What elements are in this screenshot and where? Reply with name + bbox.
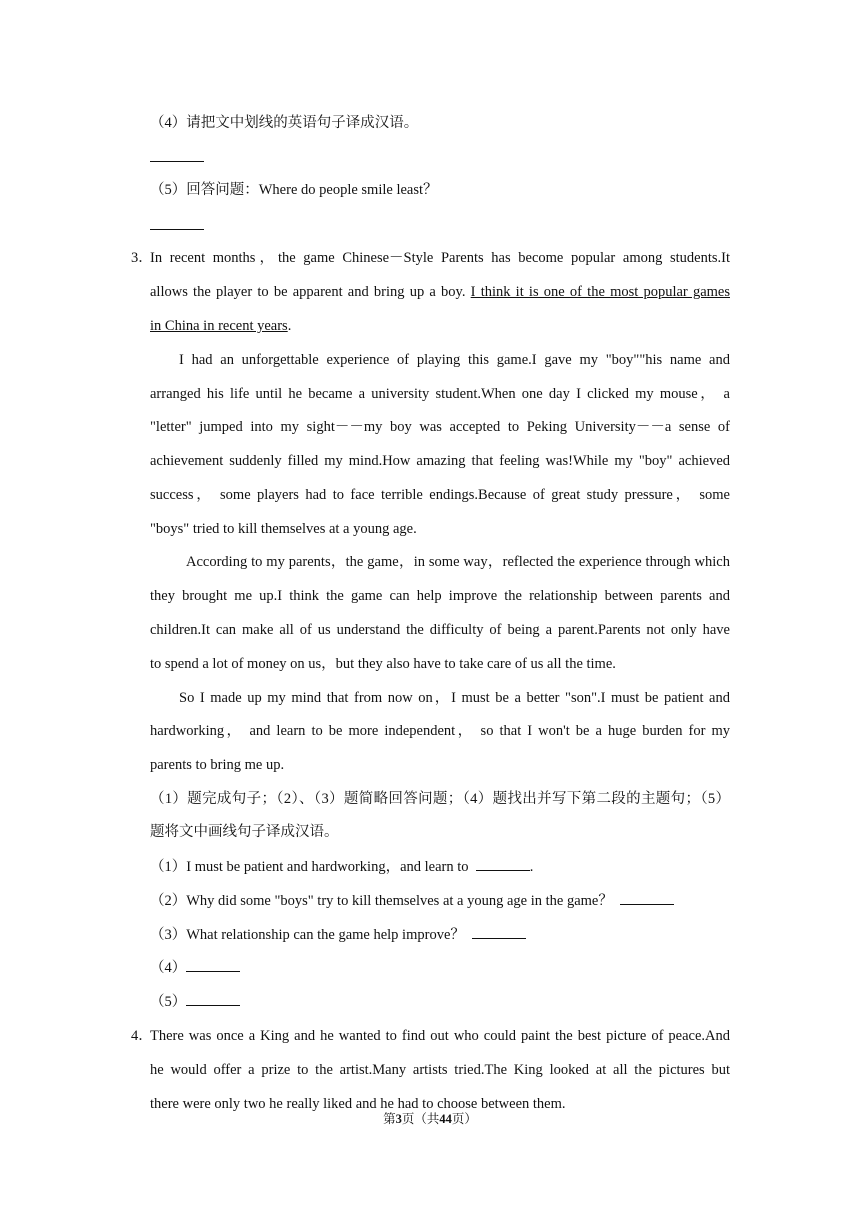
q3-subquestion-5 xyxy=(150,992,730,1012)
q2-answer-blank-5 xyxy=(150,216,730,236)
q3-subquestion-1 xyxy=(150,857,730,877)
q3-p1-line3 xyxy=(150,316,730,336)
answer-blank xyxy=(186,993,240,1006)
footer-text: 页（共 xyxy=(401,1112,440,1126)
q3-p4-line1: So I made up my mind that from now on，I must be a better "son".I must be patient and xyxy=(179,690,730,706)
footer-text: 第 xyxy=(383,1112,396,1126)
total-pages: 44 xyxy=(439,1112,452,1126)
answer-blank xyxy=(620,892,674,905)
answer-blank xyxy=(472,926,526,939)
answer-blank xyxy=(150,217,204,230)
subquestion-4-label: （4） xyxy=(150,960,187,976)
q2-subquestion-4: （4）请把文中划线的英语句子译成汉语。 xyxy=(150,115,419,131)
q3-subquestion-4 xyxy=(150,958,730,978)
q3-p3-line2: they brought me up.I think the game can help improve the relationship between parents and xyxy=(150,588,730,604)
q3-p2-line1: I had an unforgettable experience of playing this game.I gave my "boy""his name and xyxy=(179,352,730,368)
answer-blank xyxy=(476,858,530,871)
q3-p2-line5: success， some players had to face terrible endings.Because of great study pressure， some xyxy=(150,487,730,503)
q3-instructions-line1: （1）题完成句子；（2）、（3）题简略回答问题；（4）题找出并写下第二段的主题句；（5） xyxy=(150,791,730,807)
q4-line1: There was once a King and he wanted to find out who could paint the best picture of peace.And xyxy=(150,1028,730,1044)
q3-p2-line6: "boys" tried to kill themselves at a young age. xyxy=(150,521,417,537)
q3-p4-line2: hardworking， and learn to be more independent， so that I won't be a huge burden for my xyxy=(150,723,730,739)
subquestion-5-label: （5） xyxy=(150,994,187,1010)
q2-answer-blank-4 xyxy=(150,148,730,168)
q3-p2-line4: achievement suddenly filled my mind.How amazing that feeling was!While my "boy" achieved xyxy=(150,453,730,469)
q3-p3-line4: to spend a lot of money on us，but they also have to take care of us all the time. xyxy=(150,656,616,672)
q3-subquestion-3 xyxy=(150,925,730,945)
q4-number: 4． xyxy=(131,1028,153,1044)
period: . xyxy=(529,859,534,875)
underlined-sentence-end: in China in recent years xyxy=(150,318,288,334)
q4-line3: there were only two he really liked and he had to choose between them. xyxy=(150,1096,566,1112)
q3-p4-line3: parents to bring me up. xyxy=(150,757,285,773)
q3-instructions-line2: 题将文中画线句子译成汉语。 xyxy=(150,824,339,840)
q3-p3-line1: According to my parents，the game，in some way，reflected the experience through which xyxy=(186,554,730,570)
q3-p2-line3: "letter" jumped into my sight－－my boy was accepted to Peking University－－a sense of xyxy=(150,419,730,435)
subquestion-2-text: （2）Why did some "boys" try to kill themselves at a young age in the game？ xyxy=(150,893,613,909)
footer-text: 页） xyxy=(451,1112,477,1126)
answer-blank xyxy=(150,149,204,162)
q4-line2: he would offer a prize to the artist.Many artists tried.The King looked at all the pictures but xyxy=(150,1062,730,1078)
q3-number: 3． xyxy=(131,250,153,266)
period: . xyxy=(287,318,292,334)
page-number: 3 xyxy=(395,1112,402,1126)
q3-p1-line2 xyxy=(150,282,730,302)
q3-p2-line2: arranged his life until he became a university student.When one day I clicked my mouse， a xyxy=(150,386,730,402)
q3-subquestion-2 xyxy=(150,891,730,911)
subquestion-3-text: （3）What relationship can the game help improve？ xyxy=(150,927,465,943)
underlined-sentence: I think it is one of the most popular games xyxy=(470,284,730,300)
page-footer xyxy=(0,1111,860,1127)
q3-p1-line1: In recent months，the game Chinese－Style Parents has become popular among students.It xyxy=(150,250,730,266)
answer-blank xyxy=(186,959,240,972)
q3-p1-line2-text: allows the player to be apparent and bring up a boy. xyxy=(150,284,471,300)
q2-subquestion-5: （5）回答问题：Where do people smile least？ xyxy=(150,182,438,198)
subquestion-1-text: （1）I must be patient and hardworking，and learn to xyxy=(150,859,469,875)
q3-p3-line3: children.It can make all of us understand the difficulty of being a parent.Parents not only have xyxy=(150,622,730,638)
